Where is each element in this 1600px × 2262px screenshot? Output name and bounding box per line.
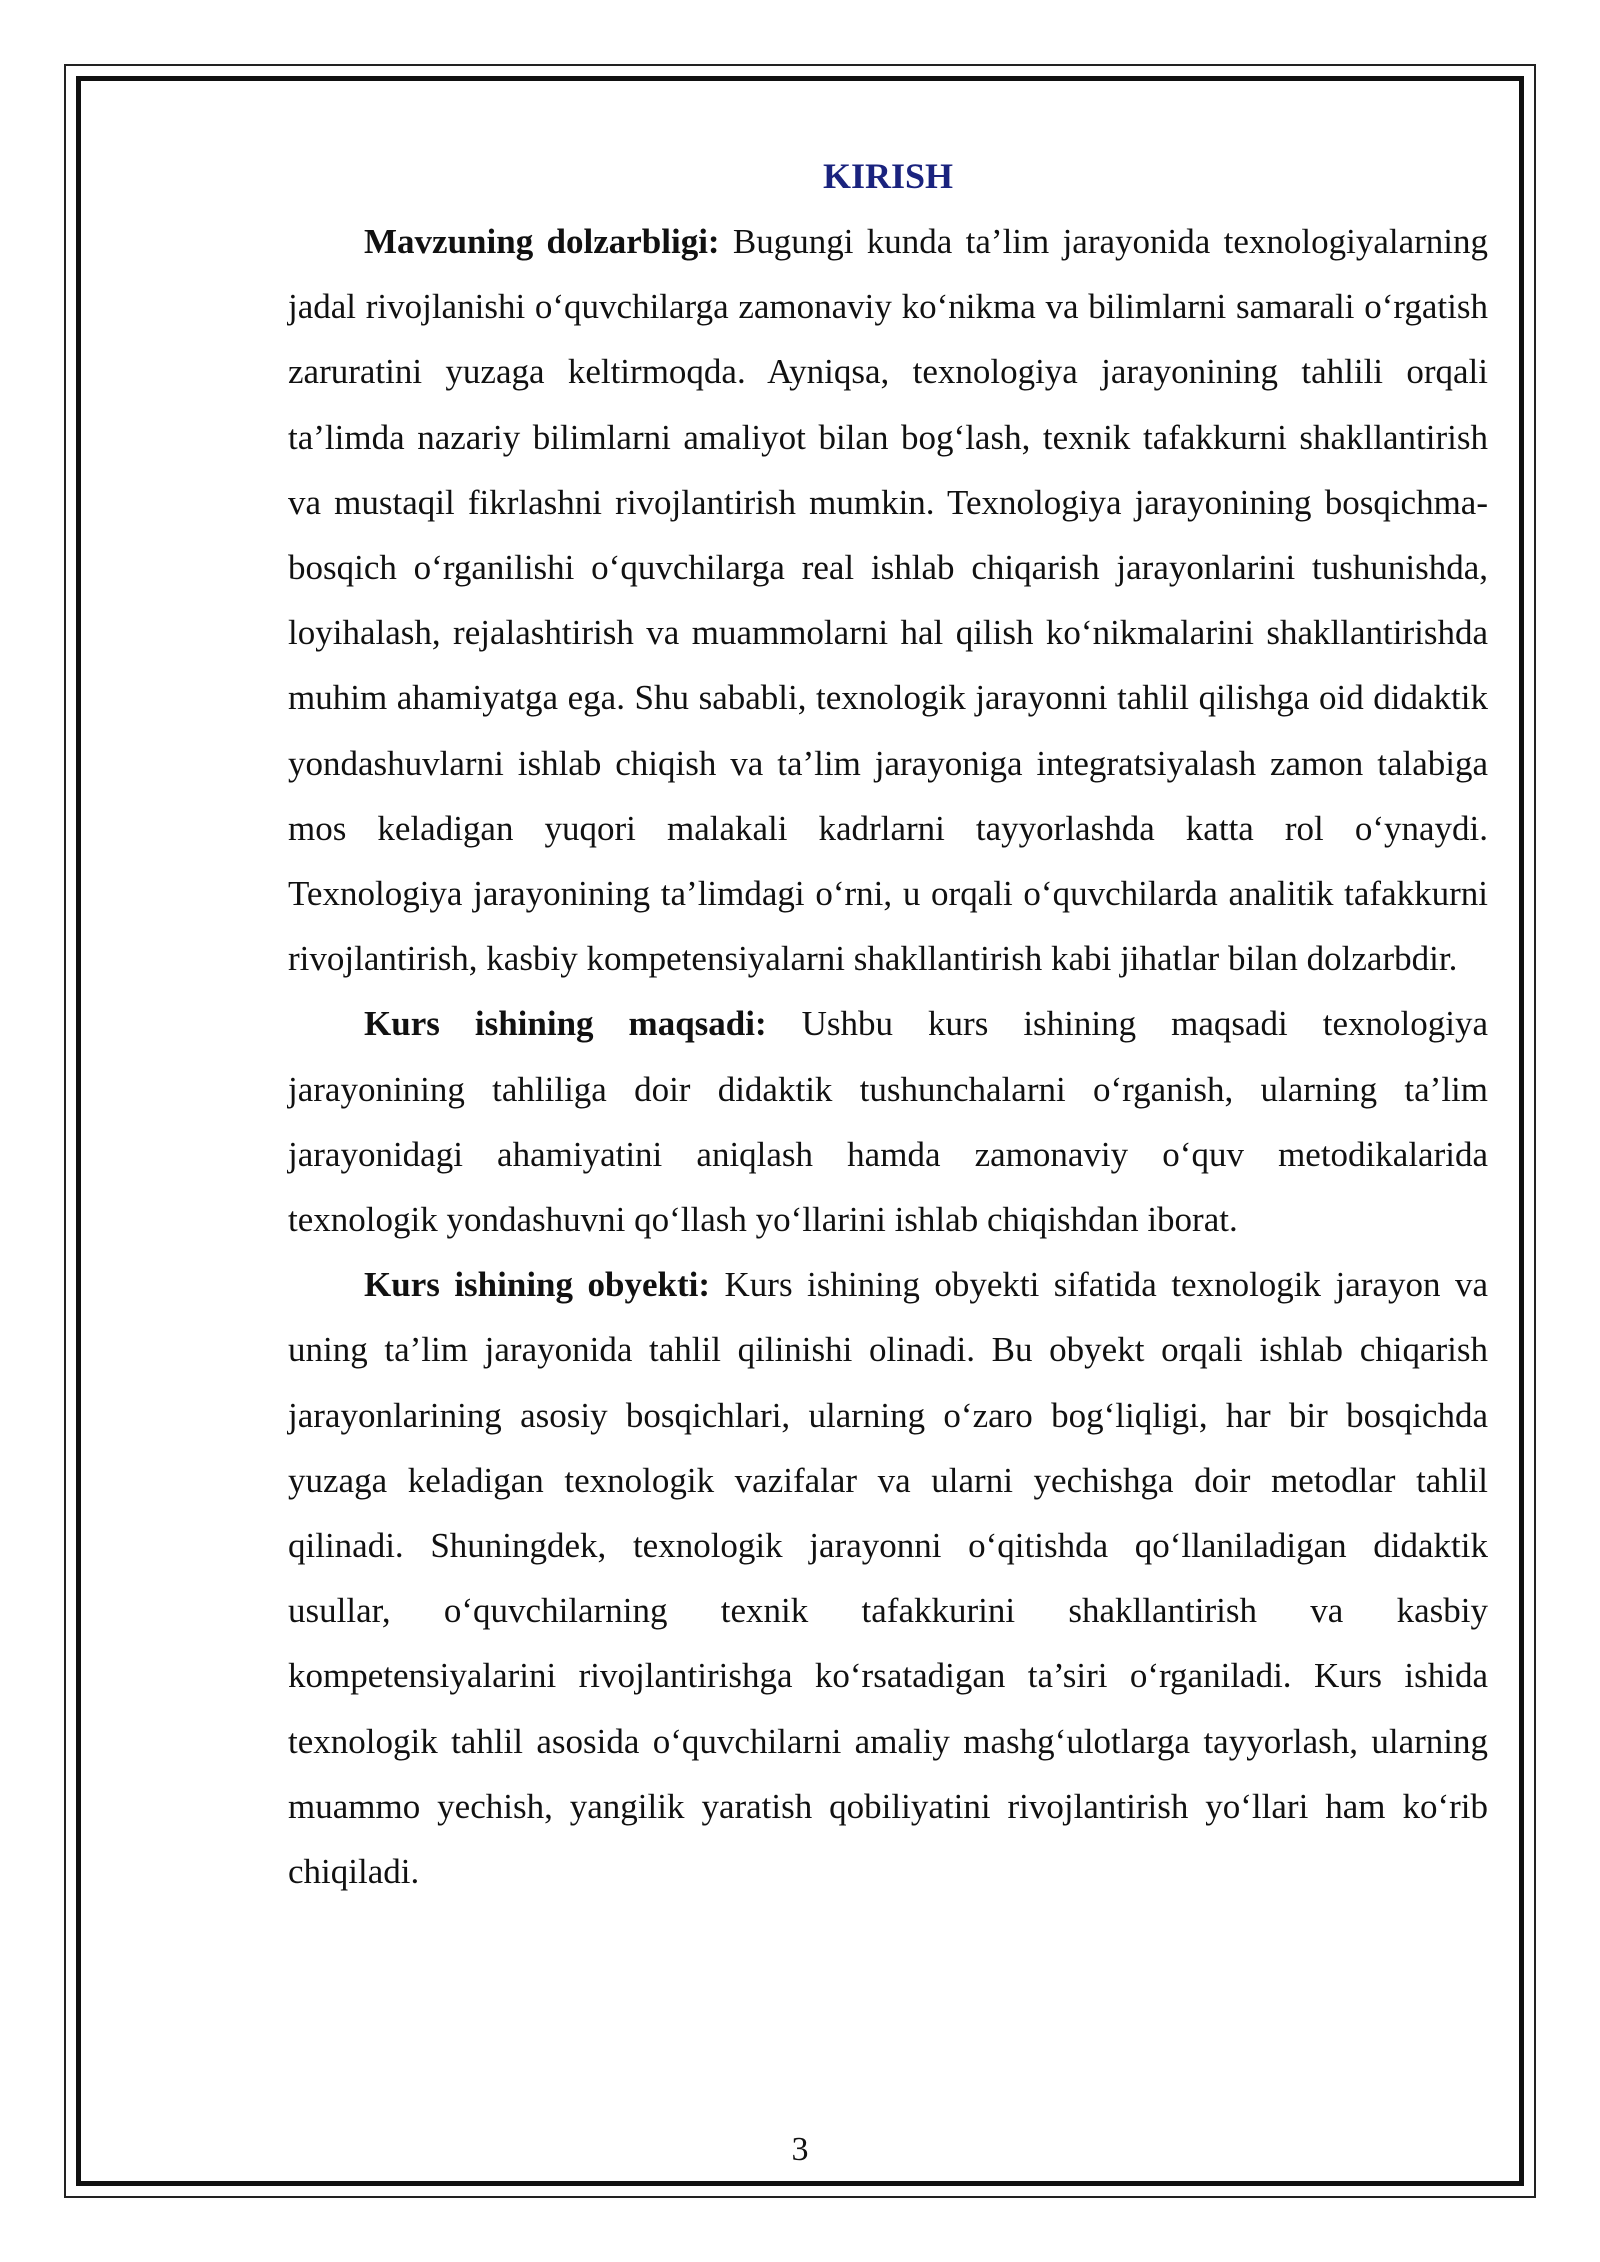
section-heading: KIRISH [822, 156, 954, 196]
paragraph-label: Mavzuning dolzarbligi: [364, 222, 720, 261]
page-number: 3 [791, 2131, 809, 2168]
paragraph-text: Ushbu kurs ishining maqsadi texnologiya jarayonining tahliliga doir didaktik tushunchalarni o‘rganish, ularning ta’lim jarayonidagi ahamiyatini aniqlash hamda zamonaviy o‘quv metodikalarida texnologik yondashuvni qo‘llash yo‘llarini ishlab chiqishdan iborat. [288, 1004, 1488, 1240]
page-content [288, 145, 1488, 1904]
paragraph-object [288, 1252, 1488, 1904]
paragraph-label: Kurs ishining maqsadi: [364, 1004, 767, 1044]
paragraph-text: Bugungi kunda ta’lim jarayonida texnologiyalarning jadal rivojlanishi o‘quvchilarga zamonaviy ko‘nikma va bilimlarni samarali o‘rgatish zaruratini yuzaga keltirmoqda. Ayniqsa, texnologiya jarayonining tahlili orqali ta’limda nazariy bilimlarni amaliyot bilan bog‘lash, texnik tafakkurni shakllantirish va mustaqil fikrlashni rivojlantirish mumkin. Texnologiya jarayonining bosqichma-bosqich o‘rganilishi o‘quvchilarga real ishlab chiqarish jarayonlarini tushunishda, loyihalash, rejalashtirish va muammolarni hal qilish ko‘nikmalarini shakllantirishda muhim ahamiyatga ega. Shu sababli, texnologik jarayonni tahlil qilishga oid didaktik yondashuvlarni ishlab chiqish va ta’lim jarayoniga integratsiyalash zamon talabiga mos keladigan yuqori malakali kadrlarni tayyorlashda katta rol o‘ynaydi. Texnologiya jarayonining ta’limdagi o‘rni, u orqali o‘quvchilarda analitik tafakkurni rivojlantirish, kasbiy kompetensiyalarni shakllantirish kabi jihatlar bilan dolzarbdir. [288, 222, 1488, 979]
paragraph-label: Kurs ishining obyekti: [364, 1265, 711, 1305]
paragraph-relevance [288, 209, 1488, 991]
paragraph-text: Kurs ishining obyekti sifatida texnologik jarayon va uning ta’lim jarayonida tahlil qilinishi olinadi. Bu obyekt orqali ishlab chiqarish jarayonlarining asosiy bosqichlari, ularning o‘zaro bog‘liqligi, har bir bosqichda yuzaga keladigan texnologik vazifalar va ularni yechishga doir metodlar tahlil qilinadi. Shuningdek, texnologik jarayonni o‘qitishda qo‘llaniladigan didaktik usullar, o‘quvchilarning texnik tafakkurini shakllantirish va kasbiy kompetensiyalarini rivojlantirishga ko‘rsatadigan ta’siri o‘rganiladi. Kurs ishida texnologik tahlil asosida o‘quvchilarni amaliy mashg‘ulotlarga tayyorlash, ularning muammo yechish, yangilik yaratish qobiliyatini rivojlantirish yo‘llari ham ko‘rib chiqiladi. [288, 1265, 1488, 1892]
paragraph-goal [288, 991, 1488, 1252]
